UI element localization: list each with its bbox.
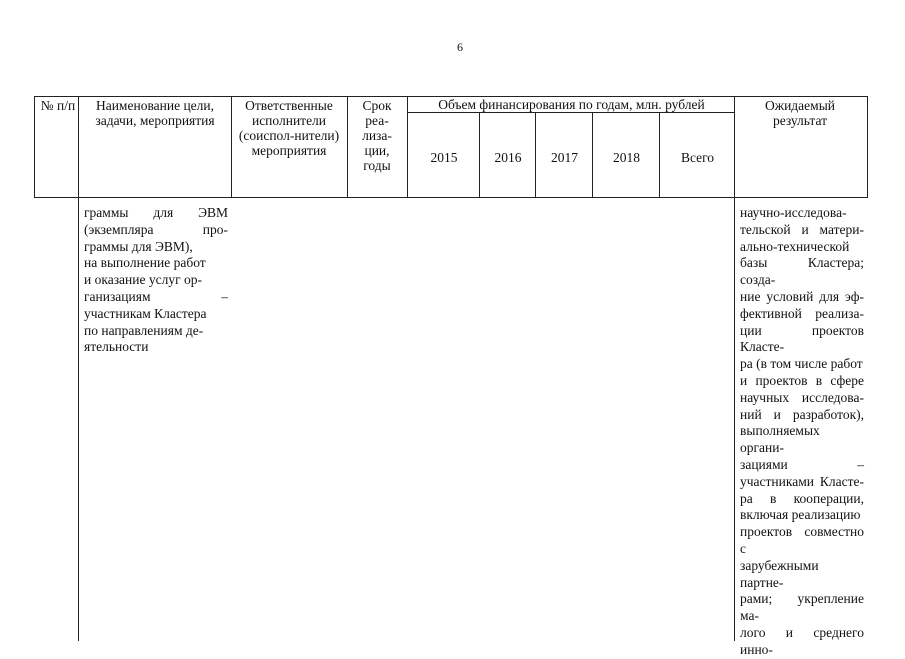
header-col-number: № п/п [40, 98, 76, 113]
table-header-bottom-border [34, 197, 867, 198]
result-line: ра (в том числе работ [740, 356, 863, 372]
result-line: и проектов в сфере [740, 372, 864, 388]
expected-result-text [740, 205, 864, 659]
result-line: научно-исследова- [740, 205, 847, 220]
result-line: проектов совместно с [740, 524, 864, 556]
result-line: ально-технической [740, 238, 850, 254]
activity-name-line: ятельности [84, 339, 149, 355]
result-line: ние условий для эф- [740, 288, 864, 304]
header-year-2015: 2015 [430, 150, 458, 165]
header-year-2018: 2018 [613, 150, 640, 165]
header-col-executors: Ответственные исполнители (соиспол-нители) мероприятия [238, 98, 340, 158]
result-line: зарубежными партне- [740, 557, 819, 590]
result-line: ции проектов Класте- [740, 322, 864, 355]
result-line: фективной реализа- [740, 305, 864, 321]
page-number: 6 [457, 40, 463, 54]
col-border-result-left [734, 96, 735, 641]
col-border-left [34, 96, 35, 198]
activity-name-line: и оказание услуг ор- [84, 272, 202, 288]
result-line: базы Кластера; созда- [740, 255, 864, 288]
activity-name-line: ганизациям – [84, 288, 228, 304]
funding-subheader-border [407, 112, 734, 113]
header-col-result: Ожидаемый результат [765, 98, 835, 128]
header-year-2017: 2017 [551, 150, 578, 165]
activity-name-text [84, 205, 228, 356]
col-border-name-left [78, 96, 79, 641]
activity-name-line: граммы для ЭВМ [84, 205, 228, 220]
result-line: ра в кооперации, [740, 490, 864, 506]
activity-name-line: участникам Кластера [84, 305, 207, 321]
header-col-funding: Объем финансирования по годам, млн. рублей [438, 97, 705, 112]
col-border-right [867, 96, 868, 198]
result-line: рами; укрепление ма- [740, 591, 864, 624]
header-year-total: Всего [680, 150, 715, 165]
header-col-term: Срок реа-лиза-ции, годы [362, 98, 392, 173]
result-line: научных исследова- [740, 389, 864, 405]
activity-name-line: по направлениям де- [84, 322, 204, 338]
result-line: тельской и матери- [740, 221, 864, 237]
activity-name-line: (экземпляра про- [84, 221, 228, 237]
result-line: зациями – [740, 456, 864, 472]
result-line: лого и среднего инно- [740, 624, 864, 657]
result-line: включая реализацию [740, 507, 861, 523]
header-year-2016: 2016 [494, 150, 522, 165]
result-line: участниками Класте- [740, 473, 864, 489]
activity-name-line: на выполнение работ [84, 255, 206, 271]
header-col-name: Наименование цели, задачи, мероприятия [95, 98, 215, 128]
col-border-exec-left [231, 96, 232, 198]
result-line: ний и разработок), [740, 406, 864, 422]
result-line: выполняемых органи- [740, 423, 820, 456]
col-border-term-left [347, 96, 348, 198]
activity-name-line: граммы для ЭВМ), [84, 238, 193, 254]
